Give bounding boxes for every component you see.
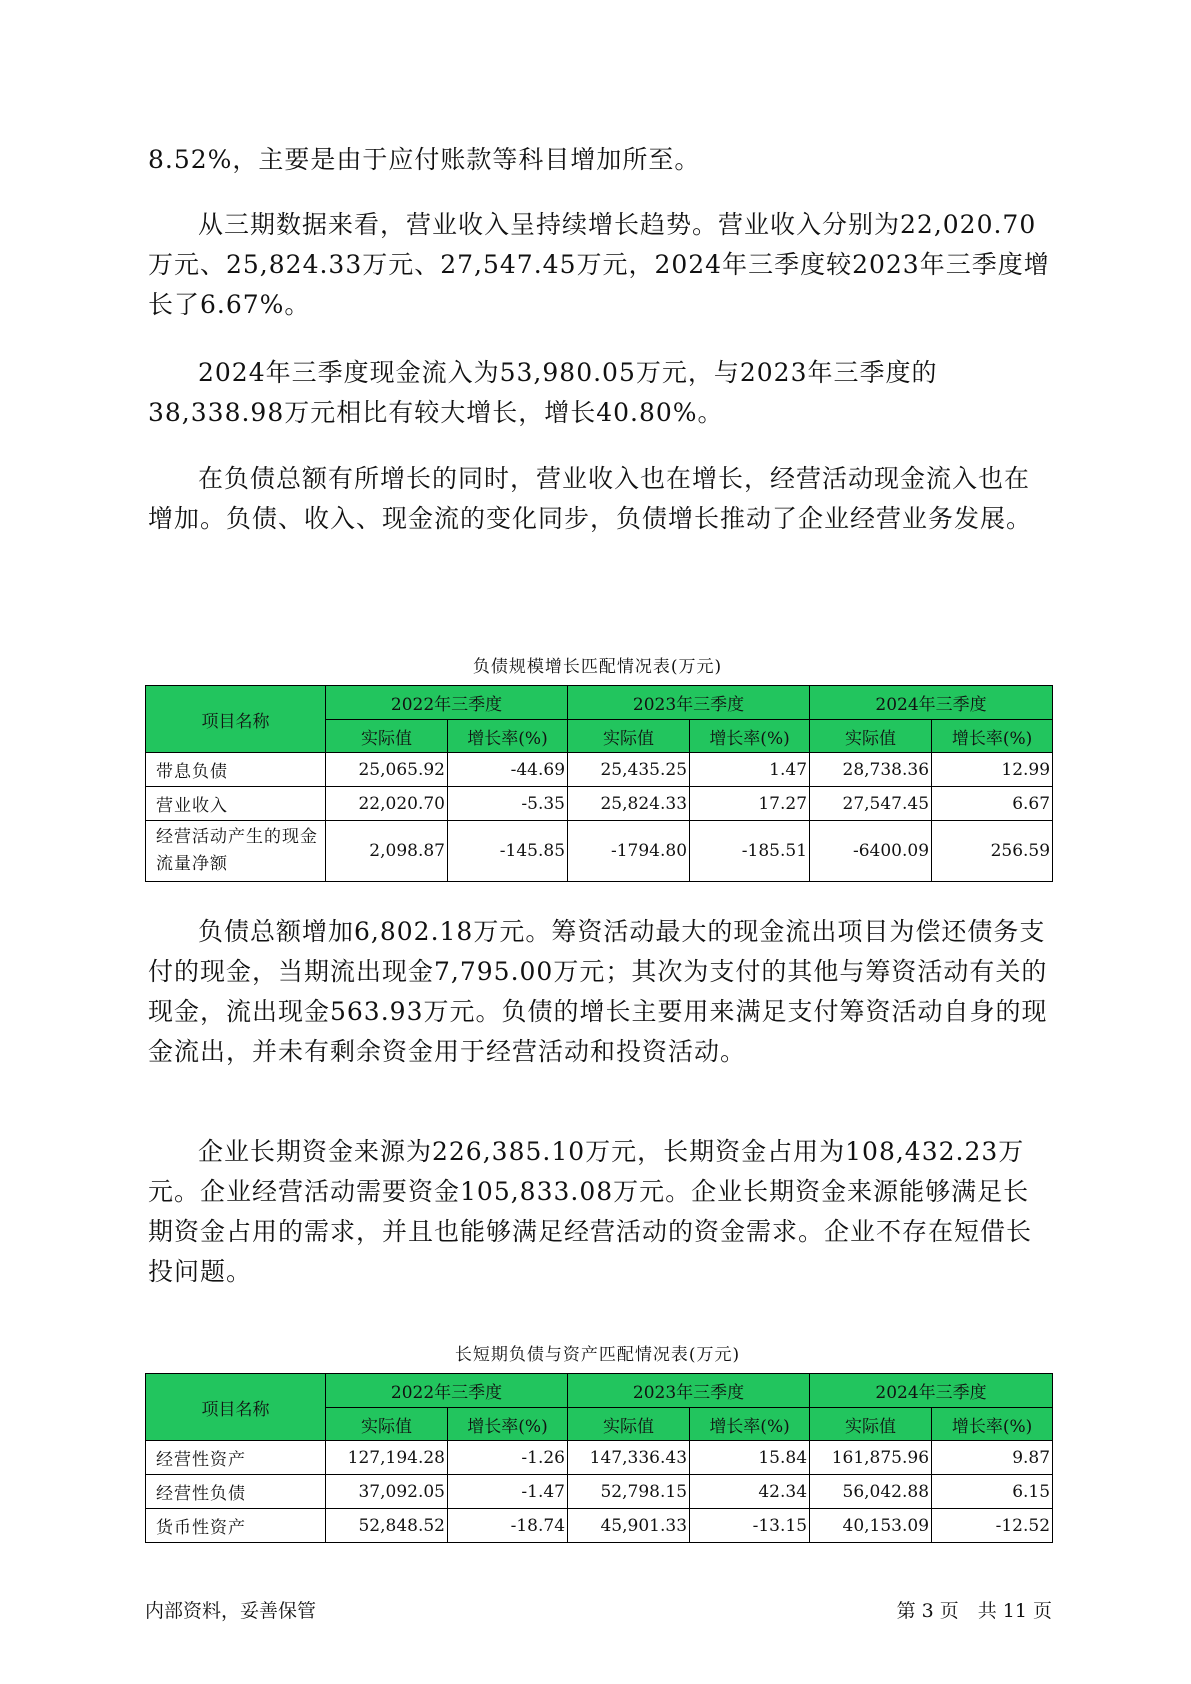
cell-value: 147,336.43	[568, 1441, 690, 1475]
cell-value: -1.47	[448, 1475, 568, 1509]
row-label: 带息负债	[146, 753, 326, 787]
cell-value: 6.67	[932, 787, 1053, 821]
cell-value: 1.47	[690, 753, 810, 787]
table-row	[146, 821, 1053, 882]
cell-value: 25,824.33	[568, 787, 690, 821]
paragraph-3: 2024年三季度现金流入为53,980.05万元，与2023年三季度的38,338.98万元相比有较大增长，增长40.80%。	[148, 358, 938, 427]
cell-value: -145.85	[448, 821, 568, 882]
header-period-2022: 2022年三季度	[326, 1374, 568, 1408]
header-period-2023: 2023年三季度	[568, 1374, 810, 1408]
table-row	[146, 1509, 1053, 1543]
row-label: 货币性资产	[146, 1509, 326, 1543]
header-actual: 实际值	[568, 1408, 690, 1441]
footer-confidential-note: 内部资料，妥善保管	[145, 1600, 317, 1622]
table-row	[146, 1441, 1053, 1475]
header-period-2022: 2022年三季度	[326, 686, 568, 720]
header-growth: 增长率(%)	[932, 1408, 1053, 1441]
cell-value: 22,020.70	[326, 787, 448, 821]
row-label: 经营性资产	[146, 1441, 326, 1475]
cell-value: 52,798.15	[568, 1475, 690, 1509]
cell-value: -1.26	[448, 1441, 568, 1475]
header-actual: 实际值	[810, 1408, 932, 1441]
paragraph-5: 负债总额增加6,802.18万元。筹资活动最大的现金流出项目为偿还债务支付的现金，当期流出现金7,795.00万元；其次为支付的其他与筹资活动有关的现金，流出现金563.93万元。负债的增长主要用来满足支付筹资活动自身的现金流出，并未有剩余资金用于经营活动和投资活动。	[148, 917, 1048, 1066]
header-growth: 增长率(%)	[448, 1408, 568, 1441]
header-period-2024: 2024年三季度	[810, 1374, 1053, 1408]
cell-value: 12.99	[932, 753, 1053, 787]
table-row	[146, 753, 1053, 787]
row-label: 经营性负债	[146, 1475, 326, 1509]
cell-value: 25,065.92	[326, 753, 448, 787]
cell-value: -44.69	[448, 753, 568, 787]
paragraph-6: 企业长期资金来源为226,385.10万元，长期资金占用为108,432.23万元。企业经营活动需要资金105,833.08万元。企业长期资金来源能够满足长期资金占用的需求，并且也能够满足经营活动的资金需求。企业不存在短借长投问题。	[148, 1137, 1033, 1286]
cell-value: -12.52	[932, 1509, 1053, 1543]
cell-value: -185.51	[690, 821, 810, 882]
table-row	[146, 1475, 1053, 1509]
table2-caption: 长短期负债与资产匹配情况表(万元)	[454, 1345, 741, 1365]
paragraph-2: 从三期数据来看，营业收入呈持续增长趋势。营业收入分别为22,020.70万元、25,824.33万元、27,547.45万元，2024年三季度较2023年三季度增长了6.67%。	[148, 210, 1050, 319]
cell-value: 45,901.33	[568, 1509, 690, 1543]
table1-caption: 负债规模增长匹配情况表(万元)	[472, 657, 723, 677]
cell-value: 37,092.05	[326, 1475, 448, 1509]
cell-value: -13.15	[690, 1509, 810, 1543]
cell-value: 6.15	[932, 1475, 1053, 1509]
header-actual: 实际值	[810, 720, 932, 753]
cell-value: 17.27	[690, 787, 810, 821]
asset-liability-table	[145, 1373, 1053, 1543]
cell-value: 256.59	[932, 821, 1053, 882]
header-item-name: 项目名称	[146, 1374, 326, 1441]
cell-value: 56,042.88	[810, 1475, 932, 1509]
header-period-2024: 2024年三季度	[810, 686, 1053, 720]
row-label: 营业收入	[146, 787, 326, 821]
cell-value: 161,875.96	[810, 1441, 932, 1475]
cell-value: 9.87	[932, 1441, 1053, 1475]
header-growth: 增长率(%)	[690, 720, 810, 753]
cell-value: 40,153.09	[810, 1509, 932, 1543]
cell-value: -5.35	[448, 787, 568, 821]
cell-value: 28,738.36	[810, 753, 932, 787]
header-period-2023: 2023年三季度	[568, 686, 810, 720]
header-actual: 实际值	[568, 720, 690, 753]
header-growth: 增长率(%)	[690, 1408, 810, 1441]
header-actual: 实际值	[326, 720, 448, 753]
row-label: 经营活动产生的现金流量净额	[146, 821, 326, 882]
cell-value: -18.74	[448, 1509, 568, 1543]
cell-value: -6400.09	[810, 821, 932, 882]
cell-value: 127,194.28	[326, 1441, 448, 1475]
cell-value: 25,435.25	[568, 753, 690, 787]
paragraph-1: 8.52%，主要是由于应付账款等科目增加所至。	[148, 145, 701, 174]
cell-value: 27,547.45	[810, 787, 932, 821]
paragraph-4: 在负债总额有所增长的同时，营业收入也在增长，经营活动现金流入也在增加。负债、收入、现金流的变化同步，负债增长推动了企业经营业务发展。	[148, 464, 1033, 533]
cell-value: 15.84	[690, 1441, 810, 1475]
cell-value: -1794.80	[568, 821, 690, 882]
table-row	[146, 787, 1053, 821]
cell-value: 52,848.52	[326, 1509, 448, 1543]
header-growth: 增长率(%)	[932, 720, 1053, 753]
header-growth: 增长率(%)	[448, 720, 568, 753]
footer-page-number: 第 3 页 共 11 页	[896, 1600, 1052, 1622]
header-actual: 实际值	[326, 1408, 448, 1441]
cell-value: 42.34	[690, 1475, 810, 1509]
debt-growth-table	[145, 685, 1053, 882]
header-item-name: 项目名称	[146, 686, 326, 753]
cell-value: 2,098.87	[326, 821, 448, 882]
